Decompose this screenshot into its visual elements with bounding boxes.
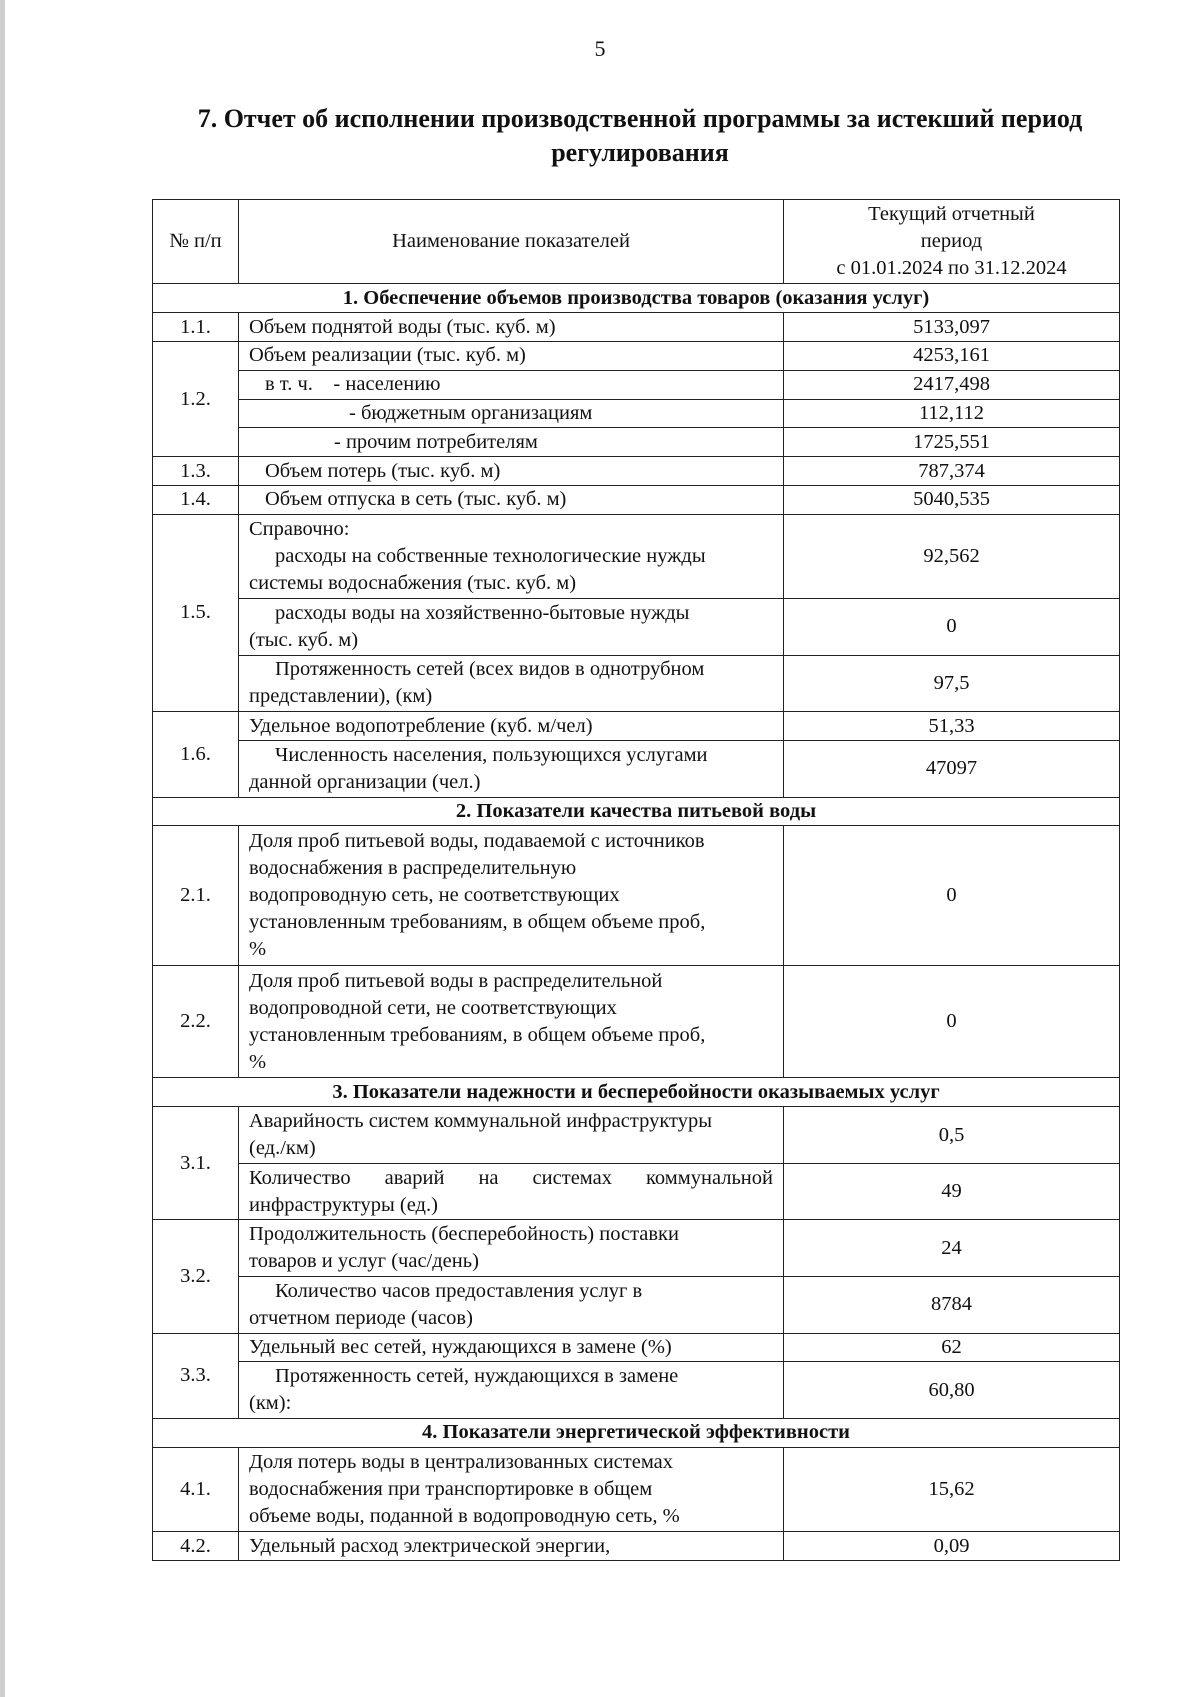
row-name-line1: Протяженность сетей (всех видов в однотрубном: [275, 658, 705, 681]
row-name: [239, 1163, 784, 1220]
table-row: [153, 370, 1120, 399]
row-num: 4.1.: [153, 1447, 239, 1531]
table-row: [153, 514, 1120, 598]
table-row: [153, 599, 1120, 656]
section-row: [153, 797, 1120, 826]
table-row: [153, 966, 1120, 1078]
table-row: [153, 1362, 1120, 1419]
row-value: 5040,535: [784, 485, 1120, 514]
row-name-line3: установленным требованиям, в общем объеме проб,: [249, 1023, 706, 1046]
table-row: [153, 1163, 1120, 1220]
row-name-line1: расходы воды на хозяйственно-бытовые нужды: [275, 601, 690, 624]
section-4-title: 4. Показатели энергетической эффективности: [153, 1418, 1120, 1447]
row-value: 51,33: [784, 712, 1120, 741]
table-row: [153, 1220, 1120, 1277]
row-name: - прочим потребителям: [239, 428, 784, 457]
row-name-line1: Продолжительность (бесперебойность) поставки: [249, 1223, 679, 1246]
section-1-title: 1. Обеспечение объемов производства товаров (оказания услуг): [153, 284, 1120, 313]
row-value: 787,374: [784, 457, 1120, 486]
row-value: 49: [784, 1163, 1120, 1220]
row-subname: - населению: [333, 373, 441, 396]
row-name: Объем потерь (тыс. куб. м): [239, 457, 784, 486]
row-name-line5: %: [249, 938, 267, 961]
row-name-line1: Численность населения, пользующихся услугами: [275, 743, 708, 766]
row-name: [239, 1276, 784, 1333]
row-name-line2: (тыс. куб. м): [249, 628, 359, 651]
row-num: 1.6.: [153, 712, 239, 797]
row-name-line2: системы водоснабжения (тыс. куб. м): [249, 571, 577, 594]
row-name: Объем отпуска в сеть (тыс. куб. м): [239, 485, 784, 514]
row-name: [239, 826, 784, 966]
row-num: 1.1.: [153, 313, 239, 342]
row-name-line2: водоснабжения при транспортировке в общем: [249, 1477, 653, 1500]
row-name-line1: Доля проб питьевой воды, подаваемой с источников: [249, 830, 705, 853]
row-name-line2: данной организации (чел.): [249, 770, 481, 793]
page-number: 5: [594, 36, 606, 61]
table-row: [153, 1333, 1120, 1362]
row-name-line2: водопроводной сети, не соответствующих: [249, 996, 617, 1019]
row-value: 92,562: [784, 514, 1120, 598]
table-row: [153, 313, 1120, 342]
row-value: 112,112: [784, 399, 1120, 428]
row-value: 15,62: [784, 1447, 1120, 1531]
row-name-line2: водоснабжения в распределительную: [249, 857, 577, 880]
row-value: 0: [784, 826, 1120, 966]
row-name: Удельный расход электрической энергии,: [239, 1532, 784, 1561]
report-title-line1: 7. Отчет об исполнении производственной программы за истекший период: [197, 104, 1083, 133]
row-value: 5133,097: [784, 313, 1120, 342]
header-name: Наименование показателей: [239, 200, 784, 284]
row-name: [239, 655, 784, 712]
row-num: 1.2.: [153, 341, 239, 456]
row-value: 0: [784, 966, 1120, 1078]
row-num: 1.3.: [153, 457, 239, 486]
row-value: 24: [784, 1220, 1120, 1277]
section-3-title: 3. Показатели надежности и бесперебойности оказываемых услуг: [153, 1078, 1120, 1107]
row-name-line2: отчетном периоде (часов): [249, 1306, 473, 1329]
row-name: [239, 1362, 784, 1419]
row-name: [239, 741, 784, 798]
row-value: 97,5: [784, 655, 1120, 712]
row-name-line3: водопроводную сеть, не соответствующих: [249, 884, 620, 907]
row-value: 60,80: [784, 1362, 1120, 1419]
row-name: [239, 370, 784, 399]
row-num: 2.2.: [153, 966, 239, 1078]
row-value: 8784: [784, 1276, 1120, 1333]
table-row: [153, 826, 1120, 966]
row-name: Удельное водопотребление (куб. м/чел): [239, 712, 784, 741]
row-value: 0,09: [784, 1532, 1120, 1561]
header-value-line3: с 01.01.2024 по 31.12.2024: [836, 257, 1067, 280]
table-row: [153, 712, 1120, 741]
row-num: 4.2.: [153, 1532, 239, 1561]
row-name-line2: представлении), (км): [249, 685, 433, 708]
row-name-line1: Количество аварий на системах коммунальной: [249, 1166, 773, 1189]
table-row: [153, 655, 1120, 712]
row-num: 3.3.: [153, 1333, 239, 1418]
row-name-line4: установленным требованиям, в общем объеме проб,: [249, 911, 706, 934]
row-name-line1: Доля проб питьевой воды в распределительной: [249, 969, 663, 992]
section-row: [153, 284, 1120, 313]
row-name-line1: расходы на собственные технологические нужды: [275, 544, 706, 567]
section-row: [153, 1418, 1120, 1447]
report-title: [140, 102, 1140, 170]
row-name-line2: (км):: [249, 1392, 292, 1415]
scan-edge: [0, 0, 5, 1697]
row-name-line1: Аварийность систем коммунальной инфраструктуры: [249, 1110, 712, 1132]
row-name: Удельный вес сетей, нуждающихся в замене (%): [239, 1333, 784, 1362]
row-name: [239, 599, 784, 656]
section-2-title: 2. Показатели качества питьевой воды: [153, 797, 1120, 826]
table-row: [153, 1107, 1120, 1164]
row-num: 3.2.: [153, 1220, 239, 1333]
row-value: 47097: [784, 741, 1120, 798]
row-num: 3.1.: [153, 1107, 239, 1220]
header-num: № п/п: [153, 200, 239, 284]
table-row: [153, 1532, 1120, 1561]
table-row: [153, 457, 1120, 486]
row-value: 62: [784, 1333, 1120, 1362]
table-row: [153, 341, 1120, 370]
row-name-line4: %: [249, 1050, 267, 1073]
report-table: [152, 199, 1120, 1561]
section-row: [153, 1078, 1120, 1107]
row-value: 1725,551: [784, 428, 1120, 457]
row-value: 4253,161: [784, 341, 1120, 370]
row-name: [239, 1447, 784, 1531]
row-name-line1: Протяженность сетей, нуждающихся в замене: [275, 1365, 679, 1388]
row-name: Объем реализации (тыс. куб. м): [239, 341, 784, 370]
table-row: [153, 741, 1120, 798]
table-row: [153, 399, 1120, 428]
row-name: Объем поднятой воды (тыс. куб. м): [239, 313, 784, 342]
row-name-line3: объеме воды, поданной в водопроводную сеть, %: [249, 1504, 680, 1527]
table-header-row: [153, 200, 1120, 284]
row-name-line2: инфраструктуры (ед.): [249, 1193, 438, 1216]
row-value: 0,5: [784, 1107, 1120, 1164]
table-row: [153, 1447, 1120, 1531]
row-value: 2417,498: [784, 370, 1120, 399]
row-num: 2.1.: [153, 826, 239, 966]
row-name-line2: (ед./км): [249, 1137, 316, 1159]
row-ref-label: Справочно:: [249, 517, 350, 540]
table-row: [153, 428, 1120, 457]
row-name-line1: Доля потерь воды в централизованных системах: [249, 1450, 674, 1473]
row-name: [239, 1107, 784, 1164]
row-num: 1.4.: [153, 485, 239, 514]
header-value: [784, 200, 1120, 284]
report-title-line2: регулирования: [551, 138, 729, 167]
row-num: 1.5.: [153, 514, 239, 712]
row-name-line2: товаров и услуг (час/день): [249, 1250, 479, 1273]
row-name: - бюджетным организациям: [239, 399, 784, 428]
row-name: [239, 1220, 784, 1277]
header-value-line2: период: [920, 230, 983, 253]
row-prefix: в т. ч.: [265, 373, 313, 396]
row-name: [239, 514, 784, 598]
row-value: 0: [784, 599, 1120, 656]
table-row: [153, 485, 1120, 514]
header-value-line1: Текущий отчетный: [868, 203, 1035, 226]
row-name: [239, 966, 784, 1078]
table-row: [153, 1276, 1120, 1333]
row-name-line1: Количество часов предоставления услуг в: [275, 1279, 643, 1302]
